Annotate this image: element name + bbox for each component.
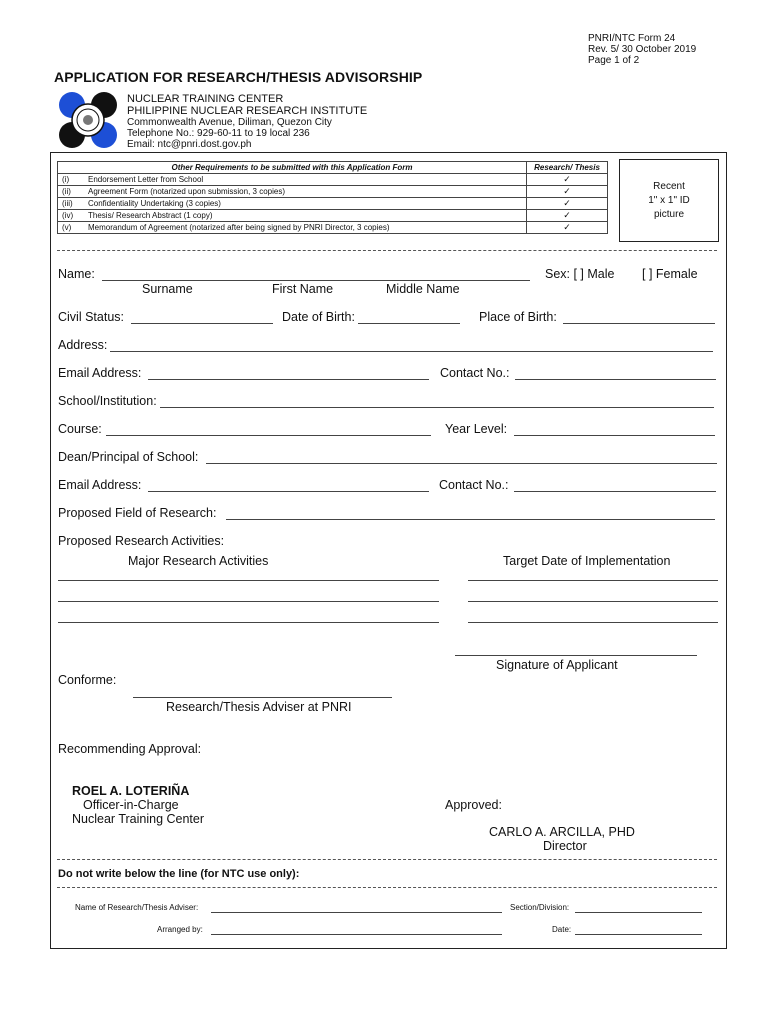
date-field[interactable] (575, 934, 702, 935)
dean-field[interactable] (206, 463, 717, 464)
divider (57, 859, 717, 860)
page-title: APPLICATION FOR RESEARCH/THESIS ADVISORSHIP (54, 69, 423, 85)
school-label: School/Institution: (58, 394, 157, 408)
dob-field[interactable] (358, 323, 460, 324)
recommending-label: Recommending Approval: (58, 742, 202, 756)
photo-label-2: 1" x 1" ID (648, 195, 690, 206)
course-field[interactable] (106, 435, 431, 436)
contact-field[interactable] (515, 379, 716, 380)
dean-label: Dean/Principal of School: (58, 450, 199, 464)
section-field[interactable] (575, 912, 702, 913)
organization-block (127, 93, 367, 150)
adviser-name-label: Name of Research/Thesis Adviser: (75, 903, 199, 912)
adviser-name-field[interactable] (211, 912, 502, 913)
director-title: Director (543, 839, 587, 853)
requirement-num: (v) (58, 222, 85, 234)
approved-label: Approved: (445, 798, 502, 812)
date-label: Date: (552, 925, 572, 934)
requirement-num: (i) (58, 174, 85, 186)
conforme-label: Conforme: (58, 673, 117, 687)
org-email: Email: ntc@pnri.dost.gov.ph (127, 139, 252, 150)
form-code: PNRI/NTC Form 24 (588, 33, 676, 44)
org-name-pnri: PHILIPPINE NUCLEAR RESEARCH INSTITUTE (127, 105, 368, 117)
check-icon: ✓ (527, 198, 608, 210)
requirement-num: (iv) (58, 210, 85, 222)
middle-name-caption: Middle Name (386, 282, 460, 296)
requirement-text: Memorandum of Agreement (notarized after being signed by PNRI Director, 3 copies) (84, 222, 527, 234)
oic-name: ROEL A. LOTERIÑA (72, 784, 190, 798)
check-icon: ✓ (527, 210, 608, 222)
first-name-caption: First Name (272, 282, 334, 296)
photo-label-3: picture (653, 209, 684, 220)
school-field[interactable] (160, 407, 714, 408)
divider (57, 250, 717, 251)
target-line-1[interactable] (468, 580, 718, 581)
requirement-text: Endorsement Letter from School (84, 174, 527, 186)
target-line-3[interactable] (468, 622, 718, 623)
section-label: Section/Division: (510, 903, 570, 912)
id-photo-box[interactable] (619, 159, 719, 242)
email-field[interactable] (148, 379, 429, 380)
year-level-label: Year Level: (445, 422, 508, 436)
requirements-table (57, 161, 608, 234)
org-address: Commonwealth Avenue, Diliman, Quezon City (127, 117, 332, 128)
form-reference (588, 33, 696, 66)
target-date-caption: Target Date of Implementation (503, 554, 671, 568)
requirements-header (58, 162, 608, 174)
name-field[interactable] (102, 280, 530, 281)
check-icon: ✓ (527, 174, 608, 186)
requirement-text: Thesis/ Research Abstract (1 copy) (84, 210, 527, 222)
surname-caption: Surname (142, 282, 193, 296)
adviser-caption: Research/Thesis Adviser at PNRI (166, 700, 352, 714)
check-icon: ✓ (527, 222, 608, 234)
field-of-research-field[interactable] (226, 519, 715, 520)
org-name-ntc: NUCLEAR TRAINING CENTER (127, 93, 284, 105)
applicant-signature-caption: Signature of Applicant (496, 658, 618, 672)
table-row (58, 198, 608, 210)
requirement-num: (ii) (58, 186, 85, 198)
civil-status-label: Civil Status: (58, 310, 124, 324)
dean-contact-field[interactable] (514, 491, 716, 492)
address-label: Address: (58, 338, 108, 352)
pob-field[interactable] (563, 323, 715, 324)
oic-office: Nuclear Training Center (72, 812, 205, 826)
arranged-by-field[interactable] (211, 934, 502, 935)
page-number: Page 1 of 2 (588, 55, 640, 66)
table-row (58, 174, 608, 186)
dob-label: Date of Birth: (282, 310, 355, 324)
dean-contact-label: Contact No.: (439, 478, 509, 492)
requirement-text: Confidentiality Undertaking (3 copies) (84, 198, 527, 210)
arranged-by-label: Arranged by: (157, 925, 203, 934)
sex-female-option[interactable]: [ ] Female (642, 267, 698, 281)
oic-title: Officer-in-Charge (83, 798, 179, 812)
contact-label: Contact No.: (440, 366, 510, 380)
activity-line-1[interactable] (58, 580, 439, 581)
table-row (58, 186, 608, 198)
photo-label-1: Recent (653, 181, 685, 192)
name-label: Name: (58, 267, 95, 281)
sex-male-option[interactable]: Sex: [ ] Male (545, 267, 615, 281)
requirements-header-left: Other Requirements to be submitted with this Application Form (58, 162, 527, 174)
address-field[interactable] (110, 351, 713, 352)
target-line-2[interactable] (468, 601, 718, 602)
civil-status-field[interactable] (131, 323, 273, 324)
email-label: Email Address: (58, 366, 142, 380)
pnri-logo (56, 90, 120, 150)
year-level-field[interactable] (514, 435, 715, 436)
org-phone: Telephone No.: 929-60-11 to 19 local 236 (127, 128, 310, 139)
check-icon: ✓ (527, 186, 608, 198)
requirements-header-right: Research/ Thesis (527, 162, 608, 174)
activity-line-3[interactable] (58, 622, 439, 623)
major-activities-caption: Major Research Activities (128, 554, 269, 568)
field-of-research-label: Proposed Field of Research: (58, 506, 217, 520)
table-row (58, 210, 608, 222)
activities-label: Proposed Research Activities: (58, 534, 225, 548)
divider (57, 887, 717, 888)
form-revision: Rev. 5/ 30 October 2019 (588, 44, 697, 55)
adviser-signature-line[interactable] (133, 697, 392, 698)
pob-label: Place of Birth: (479, 310, 557, 324)
course-label: Course: (58, 422, 102, 436)
table-row (58, 222, 608, 234)
ntc-use-notice: Do not write below the line (for NTC use only): (58, 868, 300, 880)
director-name: CARLO A. ARCILLA, PHD (489, 825, 635, 839)
dean-email-field[interactable] (148, 491, 429, 492)
applicant-signature-line[interactable] (455, 655, 697, 656)
requirement-num: (iii) (58, 198, 85, 210)
requirement-text: Agreement Form (notarized upon submission, 3 copies) (84, 186, 527, 198)
dean-email-label: Email Address: (58, 478, 142, 492)
activity-line-2[interactable] (58, 601, 439, 602)
